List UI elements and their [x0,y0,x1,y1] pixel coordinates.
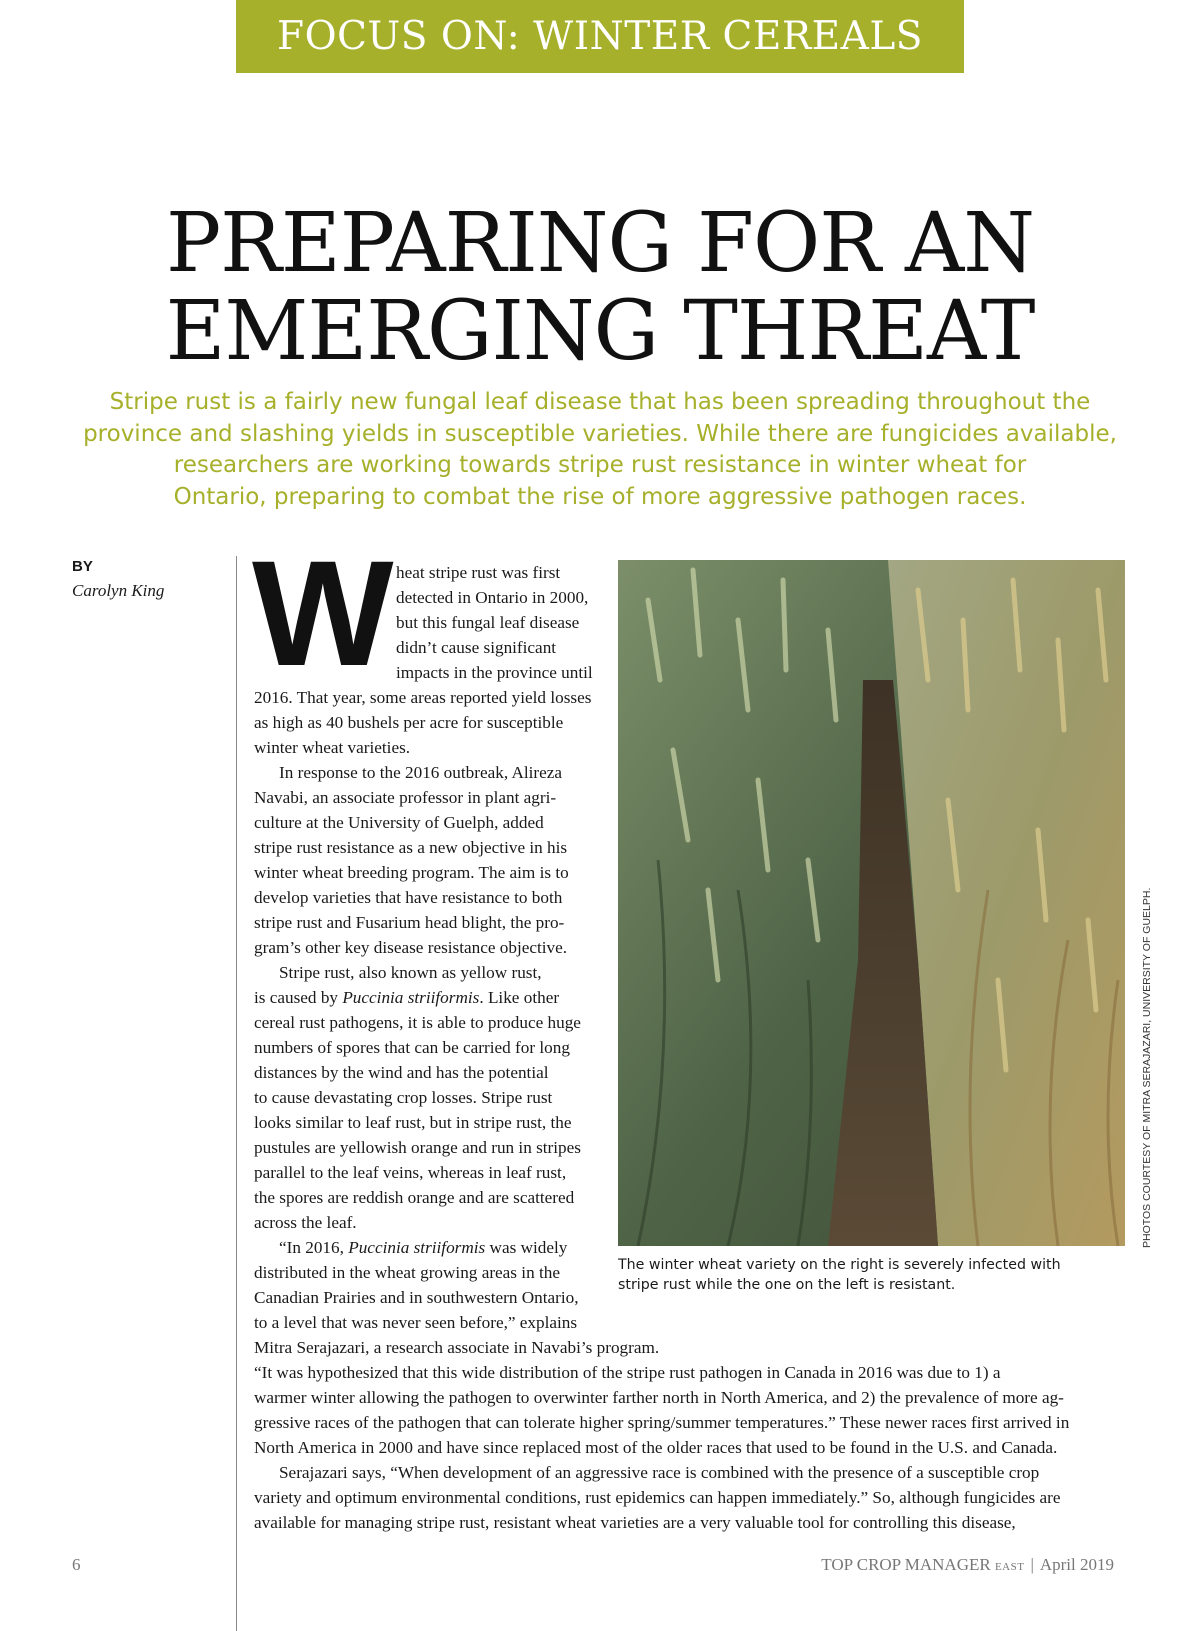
body-line: “In 2016, Puccinia striiformis was widely [279,1238,568,1257]
body-line: didn’t cause significant [396,638,557,657]
author-name: Carolyn King [72,581,165,600]
body-line: “It was hypothesized that this wide distribution of the stripe rust pathogen in Canada in 2016 was due to 1) a [254,1363,1001,1382]
body-line: heat stripe rust was first [396,563,561,582]
body-line: stripe rust and Fusarium head blight, the pro- [254,913,565,932]
headline-line-1: PREPARING FOR AN [166,196,1034,291]
body-line: parallel to the leaf veins, whereas in leaf rust, [254,1163,567,1182]
page-number: 6 [72,1555,81,1574]
body-line: In response to the 2016 outbreak, Alireza [279,763,563,782]
body-line: Serajazari says, “When development of an aggressive race is combined with the presence of a susceptible crop [279,1463,1040,1482]
body-line: gressive races of the pathogen that can tolerate higher spring/summer temperatures.” These newer races first arrived in [254,1413,1070,1432]
photo-credit: PHOTOS COURTESY OF MITRA SERAJAZARI, UNIVERSITY OF GUELPH. [1141,887,1153,1248]
body-line: stripe rust resistance as a new objective in his [254,838,568,857]
body-line: as high as 40 bushels per acre for susceptible [254,713,564,732]
body-line: available for managing stripe rust, resistant wheat varieties are a very valuable tool for controlling this disease, [254,1513,1016,1532]
drop-cap: W [252,529,394,697]
footer-separator: | [1030,1555,1034,1574]
body-line: Navabi, an associate professor in plant agri- [254,788,557,807]
species-name: Puccinia striiformis [342,988,480,1007]
body-line: distances by the wind and has the potential [254,1063,549,1082]
body-line: winter wheat varieties. [254,738,411,757]
body-line: to cause devastating crop losses. Stripe rust [254,1088,553,1107]
body-line: 2016. That year, some areas reported yield losses [254,688,592,707]
body-line: detected in Ontario in 2000, [396,588,589,607]
body-line: numbers of spores that can be carried for long [254,1038,570,1057]
body-line: Canadian Prairies and in southwestern Ontario, [254,1288,579,1307]
footer-publication [821,1555,1114,1575]
species-name: Puccinia striiformis [348,1238,486,1257]
body-line: culture at the University of Guelph, added [254,813,544,832]
article-deck [60,387,1140,513]
deck-line: Stripe rust is a fairly new fungal leaf disease that has been spreading throughout the [109,389,1091,415]
body-line: is caused by Puccinia striiformis. Like other [254,988,560,1007]
magazine-edition: EAST [994,1561,1025,1573]
body-line: gram’s other key disease resistance objective. [254,938,568,957]
caption-line: stripe rust while the one on the left is resistant. [618,1277,956,1293]
deck-line: researchers are working towards stripe rust resistance in winter wheat for [173,452,1027,478]
body-line: distributed in the wheat growing areas in the [254,1263,560,1282]
deck-line: Ontario, preparing to combat the rise of more aggressive pathogen races. [173,483,1027,510]
issue-date: April 2019 [1039,1555,1114,1574]
body-line: Mitra Serajazari, a research associate in Navabi’s program. [254,1338,660,1357]
body-line: cereal rust pathogens, it is able to produce huge [254,1013,581,1032]
deck-line: province and slashing yields in susceptible varieties. While there are fungicides available, [83,420,1117,447]
body-line: develop varieties that have resistance to both [254,888,563,907]
article-headline [0,196,1200,379]
body-line: warmer winter allowing the pathogen to overwinter farther north in North America, and 2) the prevalence of more ag- [254,1388,1064,1407]
body-line: variety and optimum environmental conditions, rust epidemics can happen immediately.” So, although fungicides are [254,1488,1061,1507]
body-line: to a level that was never seen before,” explains [254,1313,578,1332]
body-line: but this fungal leaf disease [396,613,580,632]
column-divider [236,556,237,1631]
body-line: impacts in the province until [396,663,593,682]
byline-label: BY [72,558,93,575]
byline [72,558,164,601]
body-line: the spores are reddish orange and are scattered [254,1188,575,1207]
section-banner: FOCUS ON: WINTER CEREALS [236,0,964,73]
body-line: North America in 2000 and have since replaced most of the older races that used to be found in the U.S. and Canada. [254,1438,1058,1457]
caption-line: The winter wheat variety on the right is severely infected with [618,1257,1061,1273]
body-line: across the leaf. [254,1213,357,1232]
body-line: pustules are yellowish orange and run in stripes [254,1138,581,1157]
headline-line-2: EMERGING THREAT [165,284,1035,379]
body-line: Stripe rust, also known as yellow rust, [279,963,542,982]
magazine-name: TOP CROP MANAGER [821,1555,991,1574]
body-line: looks similar to leaf rust, but in stripe rust, the [254,1113,572,1132]
wheat-field-photo [618,560,1125,1246]
photo-caption [618,1255,1128,1295]
body-line: winter wheat breeding program. The aim is to [254,863,569,882]
